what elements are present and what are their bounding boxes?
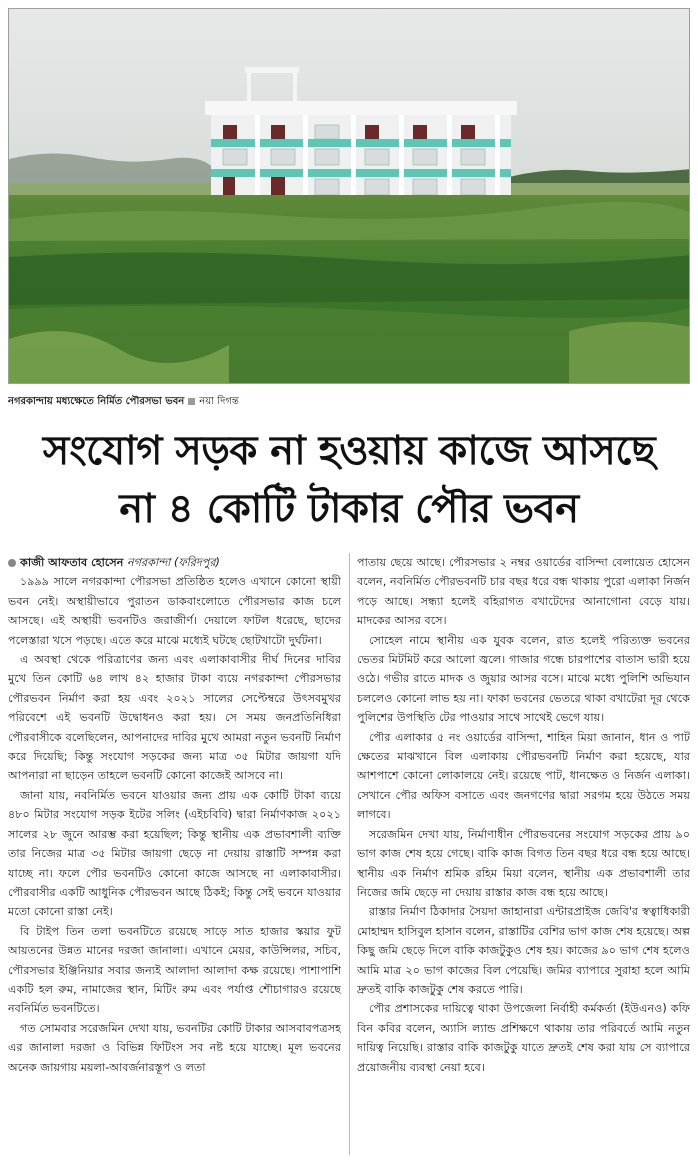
headline-line-1: সংযোগ সড়ক না হওয়ায় কাজে আসছে <box>42 428 656 474</box>
article-column-left <box>8 553 341 1155</box>
article-paragraph: বি টাইপ তিন তলা ভবনটিতে রয়েছে সাড়ে সাত হাজার স্কয়ার ফুট আয়তনের উন্নত মানের দরজা জানালা। এখানে মেয়র, কাউন্সিলর, সচিব, পৌরসভার ইঞ্জিনিয়ার সবার জন্যই আলাদা আলাদা কক্ষ রয়েছে। পাশাপাশি একটি হল রুম, নামাজের স্থান, মিটিং রুম এবং পর্যাপ্ত শৌচাগারও রয়েছে নবনির্মিত ভবনটিতে। <box>8 924 341 1016</box>
article-column-right <box>357 553 690 1155</box>
news-photo <box>8 8 690 384</box>
caption-text: নগরকান্দায় মধ্যক্ষেতে নির্মিত পৌরসভা ভবন <box>8 396 185 407</box>
article-paragraph: রাস্তার নির্মাণ ঠিকাদার সৈয়দা জাহানারা এন্টারপ্রাইজ জেবি'র স্বত্বাধিকারী মোহাম্মদ হাসিবুল হাসান বলেন, রাস্তাটির বেশির ভাগ কাজ শেষ হয়েছে। অল্প কিছু জমি ছেড়ে দিলে বাকি কাজটুকুও শেষ হয়। কাজের ৯০ ভাগ শেষ হলেও আমি মাত্র ২০ ভাগ কাজের বিল পেয়েছি। জমির ব্যাপারে সুরাহা হলে আমি দ্রুতই বাকি কাজটুকু শেষ করতে পারি। <box>357 905 690 996</box>
article-paragraph: সোহেল নামে স্থানীয় এক যুবক বলেন, রাত হলেই পরিত্যক্ত ভবনের ভেতর মিটমিট করে আলো জ্বলে। গাজার গন্ধে চারপাশের বাতাস ভারী হয়ে ওঠে। গভীর রাতে মাদক ও জুয়ার আসর বসে। মাঝে মধ্যে পুলিশি অভিযান চললেও কোনো লাভ হয় না। ফাকা ভবনের ভেতরে থাকা বখাটেরা দূর থেকে পুলিশের উপস্থিতি টের পাওয়ার সাথে সাথেই ভেগে যায়। <box>357 633 690 725</box>
article-paragraph: ১৯৯৯ সালে নগরকান্দা পৌরসভা প্রতিষ্ঠিত হলেও এখানে কোনো স্থায়ী ভবন নেই। অস্থায়ীভাবে পুরাতন ডাকবাংলোতে পৌরসভার কাজ চলে আসছে। এই অস্থায়ী ভবনটিও জরাজীর্ণ। দেয়ালে ফাটল ধরেছে, ছাদের পলেস্তারা খসে পড়ছে। এতে করে মাঝে মধ্যেই ঘটছে ছোটখাটো দুর্ঘটনা। <box>8 575 341 647</box>
article-paragraph: গত সোমবার সরেজমিন দেখা যায়, ভবনটির কোটি টাকার আসবাবপত্রসহ এর জানালা দরজা ও বিভিন্ন ফিটিংস সব নষ্ট হয়ে যাচ্ছে। মূল ভবনের অনেক জায়গায় ময়লা-আবর্জনারস্তূপ ও লতা <box>8 1021 341 1074</box>
photo-caption <box>8 394 690 411</box>
headline <box>0 422 698 538</box>
column-divider <box>349 553 350 1155</box>
byline <box>8 553 341 572</box>
bullet-icon <box>8 559 16 567</box>
article-paragraph: পৌর এলাকার ৫ নং ওয়ার্ডের বাসিন্দা, শাহিন মিয়া জানান, ধান ও পাট ক্ষেতের মাঝখানে বিল এলাকায় পৌরভবনটি নির্মাণ করা হয়েছে, যার আশপাশে কোনো লোকালয়ে নেই। রয়েছে পাট, ধানক্ষেত ও নির্জন এলাকা। সেখানে পৌর অফিস বসাতে এবং জনগণের দ্বারা সরগম হয়ে উঠতে সময় লাগবে। <box>357 730 690 822</box>
photo-credit: নয়া দিগন্ত <box>199 396 239 407</box>
article-body <box>8 553 690 1155</box>
article-paragraph: এ অবস্থা থেকে পরিত্রাণের জন্য এবং এলাকাবাসীর দীর্ঘ দিনের দাবির মুখে তিন কোটি ৬৪ লাখ ৪২ হাজার টাকা ব্যয়ে নগরকান্দা পৌরসভার পৌরভবন নির্মাণ করা হয় এবং ২০২১ সালের সেপ্টেম্বরে উৎসবমুখর পরিবেশে এই ভবনটি উদ্বোধনও করা হয়। সে সময় জনপ্রতিনিধিরা পৌরবাসীকে বলেছিলেন, আপনাদের দাবির মুখে আমরা নতুন ভবনটি নির্মাণ করে দিয়েছি; কিন্তু সংযোগ সড়কের জন্য মাত্র ৩৫ মিটার জায়গা যদি আপনারা না ছাড়েন তাহলে ভবনটি কোনো কাজেই আসবে না। <box>8 653 341 783</box>
article-paragraph: সরেজমিন দেখা যায়, নির্মাণাধীন পৌরভবনের সংযোগ সড়কের প্রায় ৯০ ভাগ কাজ শেষ হয়ে গেছে। বাকি কাজ বিগত তিন বছর ধরে বন্ধ হয়ে আছে। স্থানীয় এক নির্মাণ শ্রমিক রহিম মিয়া বলেন, স্থানীয় এক প্রভাবশালী তার নিজের জমি ছেড়ে না দেয়ায় রাস্তার কাজ বন্ধ হয়ে আছে। <box>357 827 690 899</box>
article-paragraph: পৌর প্রশাসকের দায়িত্বে থাকা উপজেলা নির্বাহী কর্মকর্তা (ইউএনও) কফি বিন কবির বলেন, অ্যাসি ল্যান্ড প্রশিক্ষণে থাকায় তার পরিবর্তে আমি নতুন দায়িত্ব নিয়েছি। রাস্তার বাকি কাজটুকু যাতে দ্রুতই শেষ করা যায় সে ব্যাপারে প্রয়োজনীয় ব্যবস্থা নেয়া হবে। <box>357 1002 690 1074</box>
article-paragraph: জানা যায়, নবনির্মিত ভবনে যাওয়ার জন্য প্রায় এক কোটি টাকা ব্যয়ে ৪৮০ মিটার সংযোগ সড়ক ইটের সলিং (এইচবিবি) দ্বারা নির্মাণকাজ ২০২১ সালের ২৮ জুনে আরম্ভ করা হয়েছিল; কিন্তু স্থানীয় এক প্রভাবশালী ব্যক্তি তার নিজের মাত্র ৩৫ মিটার জায়গা ছেড়ে না দেয়ায় রাস্তাটি সম্পন্ন করা যাচ্ছে না। ফলে পৌর ভবনটিও কোনো কাজে আসছে না এলাকাবাসীর। পৌরবাসীর একটি আধুনিক পৌরভবন আছে ঠিকই; কিন্তু সেই ভবনে যাওয়ার মতো কোনো রাস্তা নেই। <box>8 788 341 919</box>
headline-line-2: না ৪ কোটি টাকার পৌর ভবন <box>119 486 579 532</box>
byline-author: কাজী আফতাব হোসেন <box>20 556 124 569</box>
article-paragraph-continued: পাতায় ছেয়ে আছে। পৌরসভার ২ নম্বর ওয়ার্ডের বাসিন্দা বেলায়েত হোসেন বলেন, নবনির্মিত পৌরভবনটি চার বছর ধরে বন্ধ থাকায় পুরো এলাকা নির্জন পড়ে আছে। সন্ধ্যা হলেই বহিরাগত বখাটেদের আনাগোনা বেড়ে যায়। মাদকের আসর বসে। <box>357 556 690 628</box>
byline-location: নগরকান্দা (ফরিদপুর) <box>126 556 220 569</box>
caption-separator-square <box>188 398 195 405</box>
municipal-building-photo <box>9 9 690 384</box>
